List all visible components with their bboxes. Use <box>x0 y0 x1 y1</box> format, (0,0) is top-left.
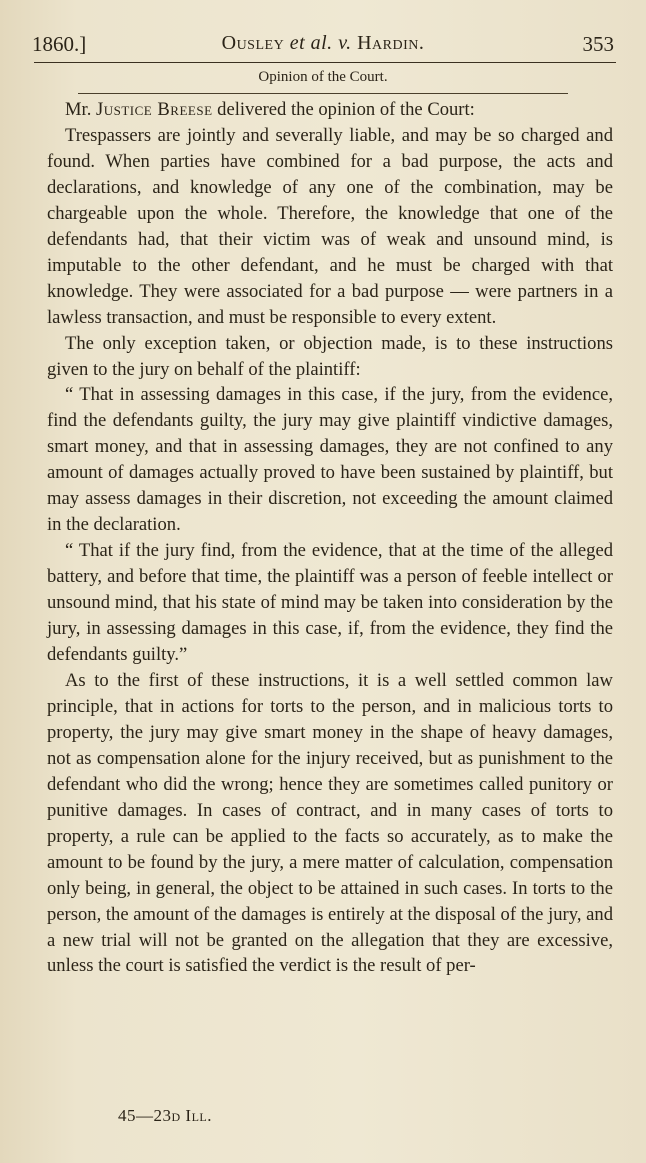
paragraph: As to the first of these instructions, it is a well settled common law principle, that in actions for torts to the person, and in malicious torts to property, the jury may give smart money in the shape of heavy damages, not as compensation alone for the injury received, but as punishment to the defendant who did the wrong; hence they are sometimes called punitory or punitive damages. In cases of contract, and in many cases of torts to property, a rule can be applied to the facts so accurately, as to make the amount to be found by the jury, a mere matter of calculation, compensation only being, in general, the object to be attained in such cases. In torts to the person, the amount of the damages is entirely at the disposal of the jury, and a new trial will not be granted on the allegation that they are excessive, unless the court is satisfied the verdict is the result of per- <box>47 669 613 977</box>
opinion-text <box>47 97 613 979</box>
section-subheading: Opinion of the Court. <box>258 69 388 85</box>
signature-mark <box>118 1106 212 1126</box>
opening-prefix: Mr. <box>65 99 96 120</box>
header-et-al: et al. <box>289 32 333 54</box>
subheading-rule <box>78 93 568 94</box>
paragraph: The only exception taken, or objection made, is to these instructions given to the jury on behalf of the plaintiff: <box>47 332 613 380</box>
header-year: 1860.] <box>32 32 87 56</box>
opening-rest: delivered the opinion of the Court: <box>212 99 475 120</box>
running-header <box>30 28 616 58</box>
header-party-2: Hardin. <box>357 32 425 54</box>
header-party-1: Ousley <box>221 32 285 54</box>
paragraph: Trespassers are jointly and severally liable, and may be so charged and found. When parties have combined for a bad purpose, the acts and declarations, and knowledge of any one of the combination, may be chargeable upon the whole. Therefore, the knowledge that one of the defendants had, that their victim was of weak and unsound mind, is imputable to the other defendant, and he must be charged with that knowledge. They were associated for a bad purpose — were partners in a lawless transaction, and must be responsible to every extent. <box>47 124 613 328</box>
justice-name: Justice Breese <box>96 99 213 120</box>
paragraph: “ That if the jury find, from the evidence, that at the time of the alleged battery, and before that time, the plaintiff was a person of feeble intellect or unsound mind, that his state of mind may be taken into consideration by the jury, in assessing damages in this case, if, from the evidence, they find the defendants guilty.” <box>47 540 613 666</box>
opening-line <box>47 97 613 123</box>
header-versus: v. <box>338 32 352 54</box>
header-rule <box>34 62 616 63</box>
paragraph: “ That in assessing damages in this case, if the jury, from the evidence, find the defendants guilty, the jury may give plaintiff vindictive damages, smart money, and that in assessing damages, they are not confined to any amount of damages actually proved to have been sustained by plaintiff, but may assess damages in their discretion, not exceeding the amount claimed in the declaration. <box>47 384 613 536</box>
header-case-title <box>30 32 616 55</box>
page-number: 353 <box>582 32 614 56</box>
signature-text: 45—23d Ill. <box>118 1106 212 1125</box>
